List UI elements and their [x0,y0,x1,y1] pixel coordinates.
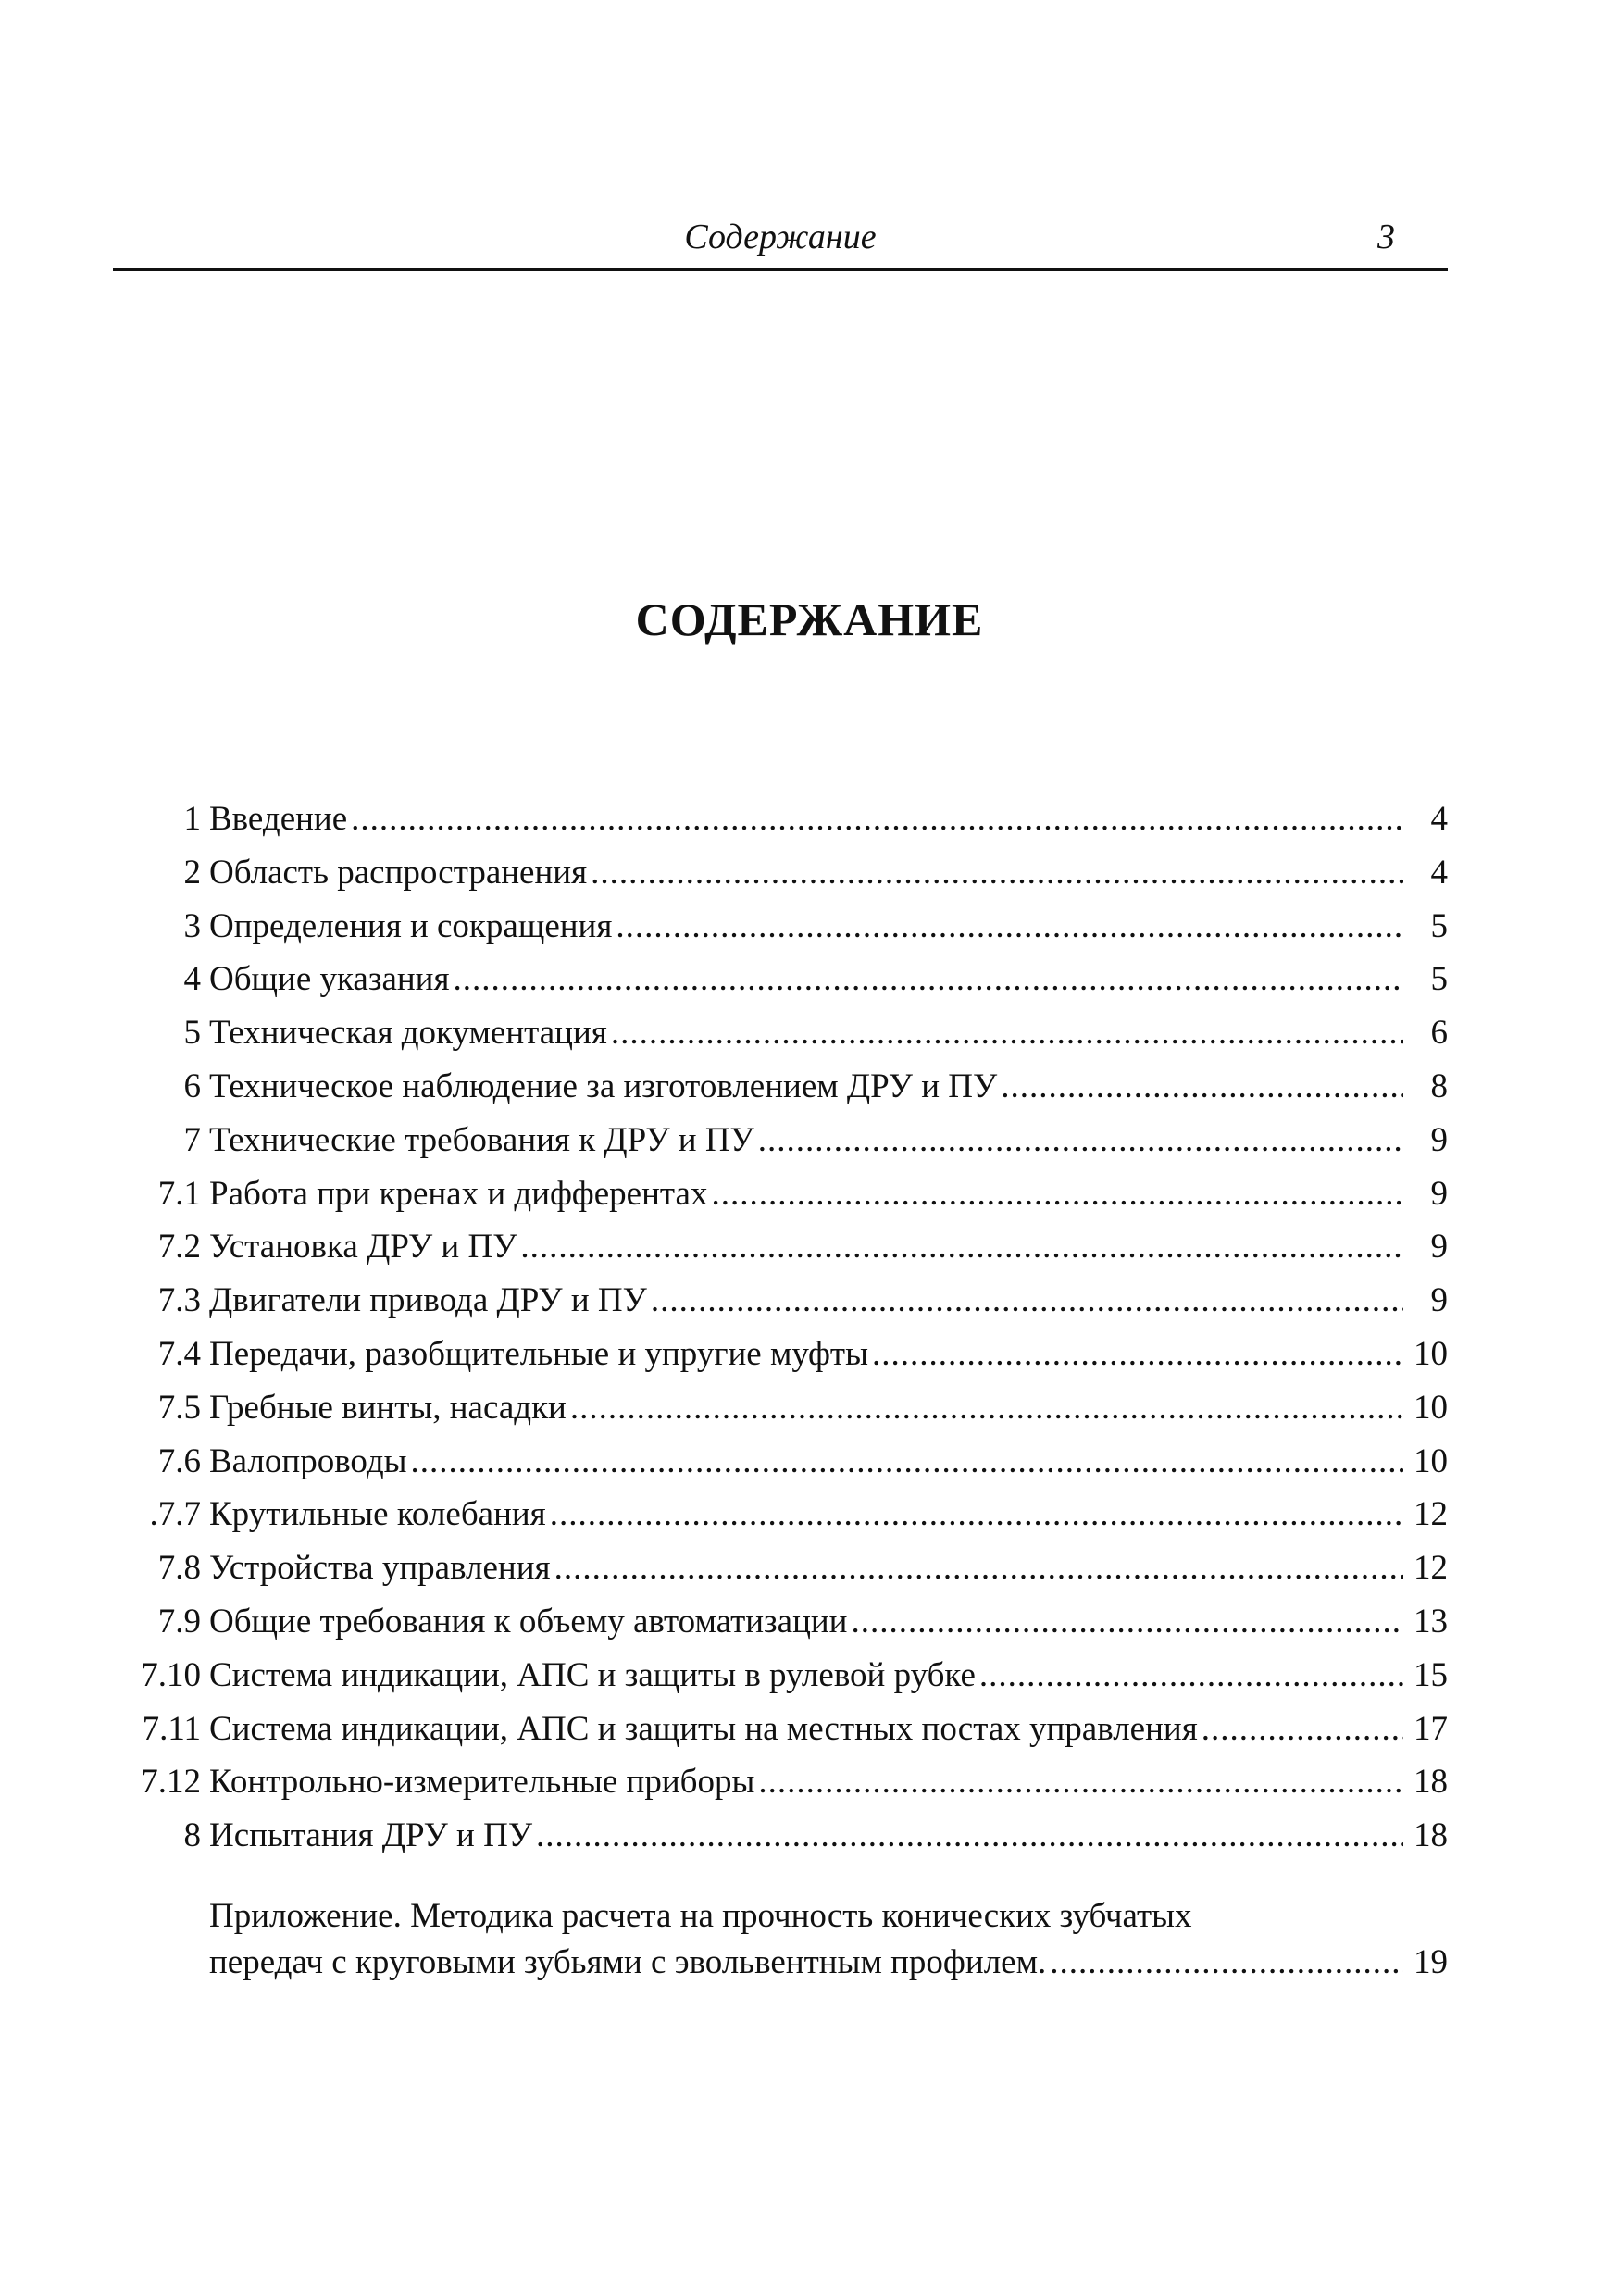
toc-entry-line [209,796,1448,842]
toc-entry-page: 18 [1414,1816,1448,1855]
toc-leader-dots [570,1385,1403,1431]
toc-leader-dots [1202,1706,1403,1753]
toc-entry-title: Установка ДРУ и ПУ [209,1228,517,1267]
toc-entry-page: 15 [1414,1655,1448,1694]
toc-entry[interactable] [0,1813,1619,1859]
toc-entry-line [209,1385,1448,1431]
toc-entry-line [209,1064,1448,1110]
toc-entry-page: 9 [1430,1120,1448,1159]
toc-leader-dots [651,1278,1403,1324]
toc-entry-number: 6 [183,1067,201,1105]
toc-entry[interactable] [0,796,1619,842]
toc-leader-dots [411,1439,1403,1485]
toc-entry-number: 7.1 [157,1174,201,1213]
toc-entry[interactable] [0,1491,1619,1538]
toc-entry-line [209,850,1448,896]
toc-entry-number: 7.11 [142,1709,201,1748]
toc-leader-dots [591,850,1403,896]
toc-entry-title: Введение [209,800,348,838]
toc-entry-line [209,1171,1448,1217]
toc-leader-dots [616,904,1403,950]
toc-leader-dots [711,1171,1403,1217]
toc-entry-title: Определения и сокращения [209,906,613,945]
toc-entry-title: Техническая документация [209,1014,607,1053]
toc-entry-title: Система индикации, АПС и защиты на местных постах управления [209,1709,1198,1748]
toc-appendix-line2: передач с круговыми зубьями с эвольвентным профилем. [209,1943,1047,1981]
toc-entry[interactable] [0,904,1619,950]
toc-entry[interactable] [0,1439,1619,1485]
toc-appendix-page: 19 [1414,1943,1448,1981]
toc-entry-page: 10 [1414,1335,1448,1373]
toc-entry-title: Устройства управления [209,1549,551,1588]
toc-entry-line [209,1545,1448,1591]
page-title: СОДЕРЖАНИЕ [635,593,984,645]
toc-entry[interactable] [0,1278,1619,1324]
toc-entry-title: Крутильные колебания [209,1495,546,1534]
toc-entry-page: 13 [1414,1603,1448,1641]
toc-leader-dots [351,796,1403,842]
toc-entry[interactable] [0,850,1619,896]
toc-entry-line [209,1117,1448,1164]
running-header-title: Содержание [684,218,877,256]
toc-leader-dots [550,1491,1403,1538]
toc-entry-number: 7.8 [157,1549,201,1588]
toc-leader-dots [536,1813,1403,1859]
toc-entry-page: 10 [1414,1441,1448,1480]
toc-leader-dots [1001,1064,1403,1110]
toc-entry-page: 6 [1430,1014,1448,1053]
toc-appendix-line2-row [209,1940,1448,1986]
running-header [113,211,1448,271]
toc-entry-page: 5 [1430,906,1448,945]
toc-entry-page: 9 [1430,1228,1448,1267]
toc-entry-number: 7.4 [157,1335,201,1373]
toc-entry-number: 7.10 [141,1655,201,1694]
toc-entry[interactable] [0,1224,1619,1270]
toc-leader-dots [520,1224,1403,1270]
toc-entry-page: 9 [1430,1174,1448,1213]
toc-entry[interactable] [0,1064,1619,1110]
toc-leader-dots [758,1117,1403,1164]
toc-entry-number: 7.9 [157,1603,201,1641]
toc-entry[interactable] [0,956,1619,1003]
toc-entry-line [209,1759,1448,1805]
toc-entry-title: Передачи, разобщительные и упругие муфты [209,1335,868,1373]
toc-entry[interactable] [0,1759,1619,1805]
toc-entry-line [209,904,1448,950]
toc-entry-page: 9 [1430,1281,1448,1320]
toc-entry[interactable] [0,1171,1619,1217]
toc-entry-page: 12 [1414,1495,1448,1534]
toc-entry[interactable] [0,1545,1619,1591]
toc-entry-line [209,956,1448,1003]
toc-leader-dots [758,1759,1403,1805]
toc-entry[interactable] [0,1599,1619,1645]
toc-leader-dots [1050,1940,1403,1986]
toc-leader-dots [554,1545,1403,1591]
toc-entry-number: .7.7 [149,1495,201,1534]
toc-entry-line [209,1010,1448,1056]
running-header-page-number: 3 [1377,218,1395,256]
toc-entry-title: Область распространения [209,853,588,892]
toc-entry[interactable] [0,1706,1619,1753]
toc-entry-number: 7 [183,1120,201,1159]
toc-entry-page: 4 [1430,800,1448,838]
toc-entry-line [209,1599,1448,1645]
toc-entry-number: 8 [183,1816,201,1855]
toc-entry-title: Технические требования к ДРУ и ПУ [209,1120,754,1159]
toc-entry-title: Контрольно-измерительные приборы [209,1763,755,1802]
toc-entry-page: 18 [1414,1763,1448,1802]
toc-entry-number: 5 [183,1014,201,1053]
toc-entry-title: Двигатели привода ДРУ и ПУ [209,1281,647,1320]
toc-appendix-line1: Приложение. Методика расчета на прочность конических зубчатых [209,1897,1192,1935]
toc-appendix-entry[interactable] [209,1893,1448,1986]
toc-leader-dots [979,1653,1403,1699]
toc-leader-dots [852,1599,1404,1645]
toc-leader-dots [611,1010,1403,1056]
toc-entry-title: Техническое наблюдение за изготовлением ДРУ и ПУ [209,1067,998,1105]
toc-entry[interactable] [0,1117,1619,1164]
toc-entry[interactable] [0,1653,1619,1699]
toc-entry-number: 3 [183,906,201,945]
toc-leader-dots [872,1331,1403,1378]
toc-entry-page: 17 [1414,1709,1448,1748]
toc-entry-number: 1 [183,800,201,838]
toc-entry-line [209,1278,1448,1324]
toc-entry-title: Работа при кренах и дифферентах [209,1174,708,1213]
toc-entry-line [209,1653,1448,1699]
toc-entry[interactable] [0,1010,1619,1056]
toc-entry-page: 12 [1414,1549,1448,1588]
toc-entry-title: Гребные винты, насадки [209,1388,567,1427]
toc-entry-line [209,1224,1448,1270]
toc-entry-page: 10 [1414,1388,1448,1427]
toc-entry-title: Общие указания [209,960,450,999]
toc-entry-number: 7.3 [157,1281,201,1320]
toc-leader-dots [454,956,1403,1003]
toc-entry-page: 4 [1430,853,1448,892]
toc-entry-page: 5 [1430,960,1448,999]
toc-entry[interactable] [0,1385,1619,1431]
toc-entry-number: 2 [183,853,201,892]
toc-entry[interactable] [0,1331,1619,1378]
toc-entry-number: 4 [183,960,201,999]
toc-entry-number: 7.2 [157,1228,201,1267]
toc-entry-title: Испытания ДРУ и ПУ [209,1816,533,1855]
toc-entry-title: Общие требования к объему автоматизации [209,1603,848,1641]
toc-entry-number: 7.6 [157,1441,201,1480]
toc-entry-number: 7.5 [157,1388,201,1427]
toc-entry-title: Валопроводы [209,1441,407,1480]
toc-entry-line [209,1813,1448,1859]
toc-entry-line [209,1706,1448,1753]
toc-entry-page: 8 [1430,1067,1448,1105]
toc-entry-line [209,1491,1448,1538]
toc-entry-number: 7.12 [141,1763,201,1802]
toc-entry-line [209,1439,1448,1485]
toc-entry-title: Система индикации, АПС и защиты в рулевой рубке [209,1655,976,1694]
toc-entry-line [209,1331,1448,1378]
